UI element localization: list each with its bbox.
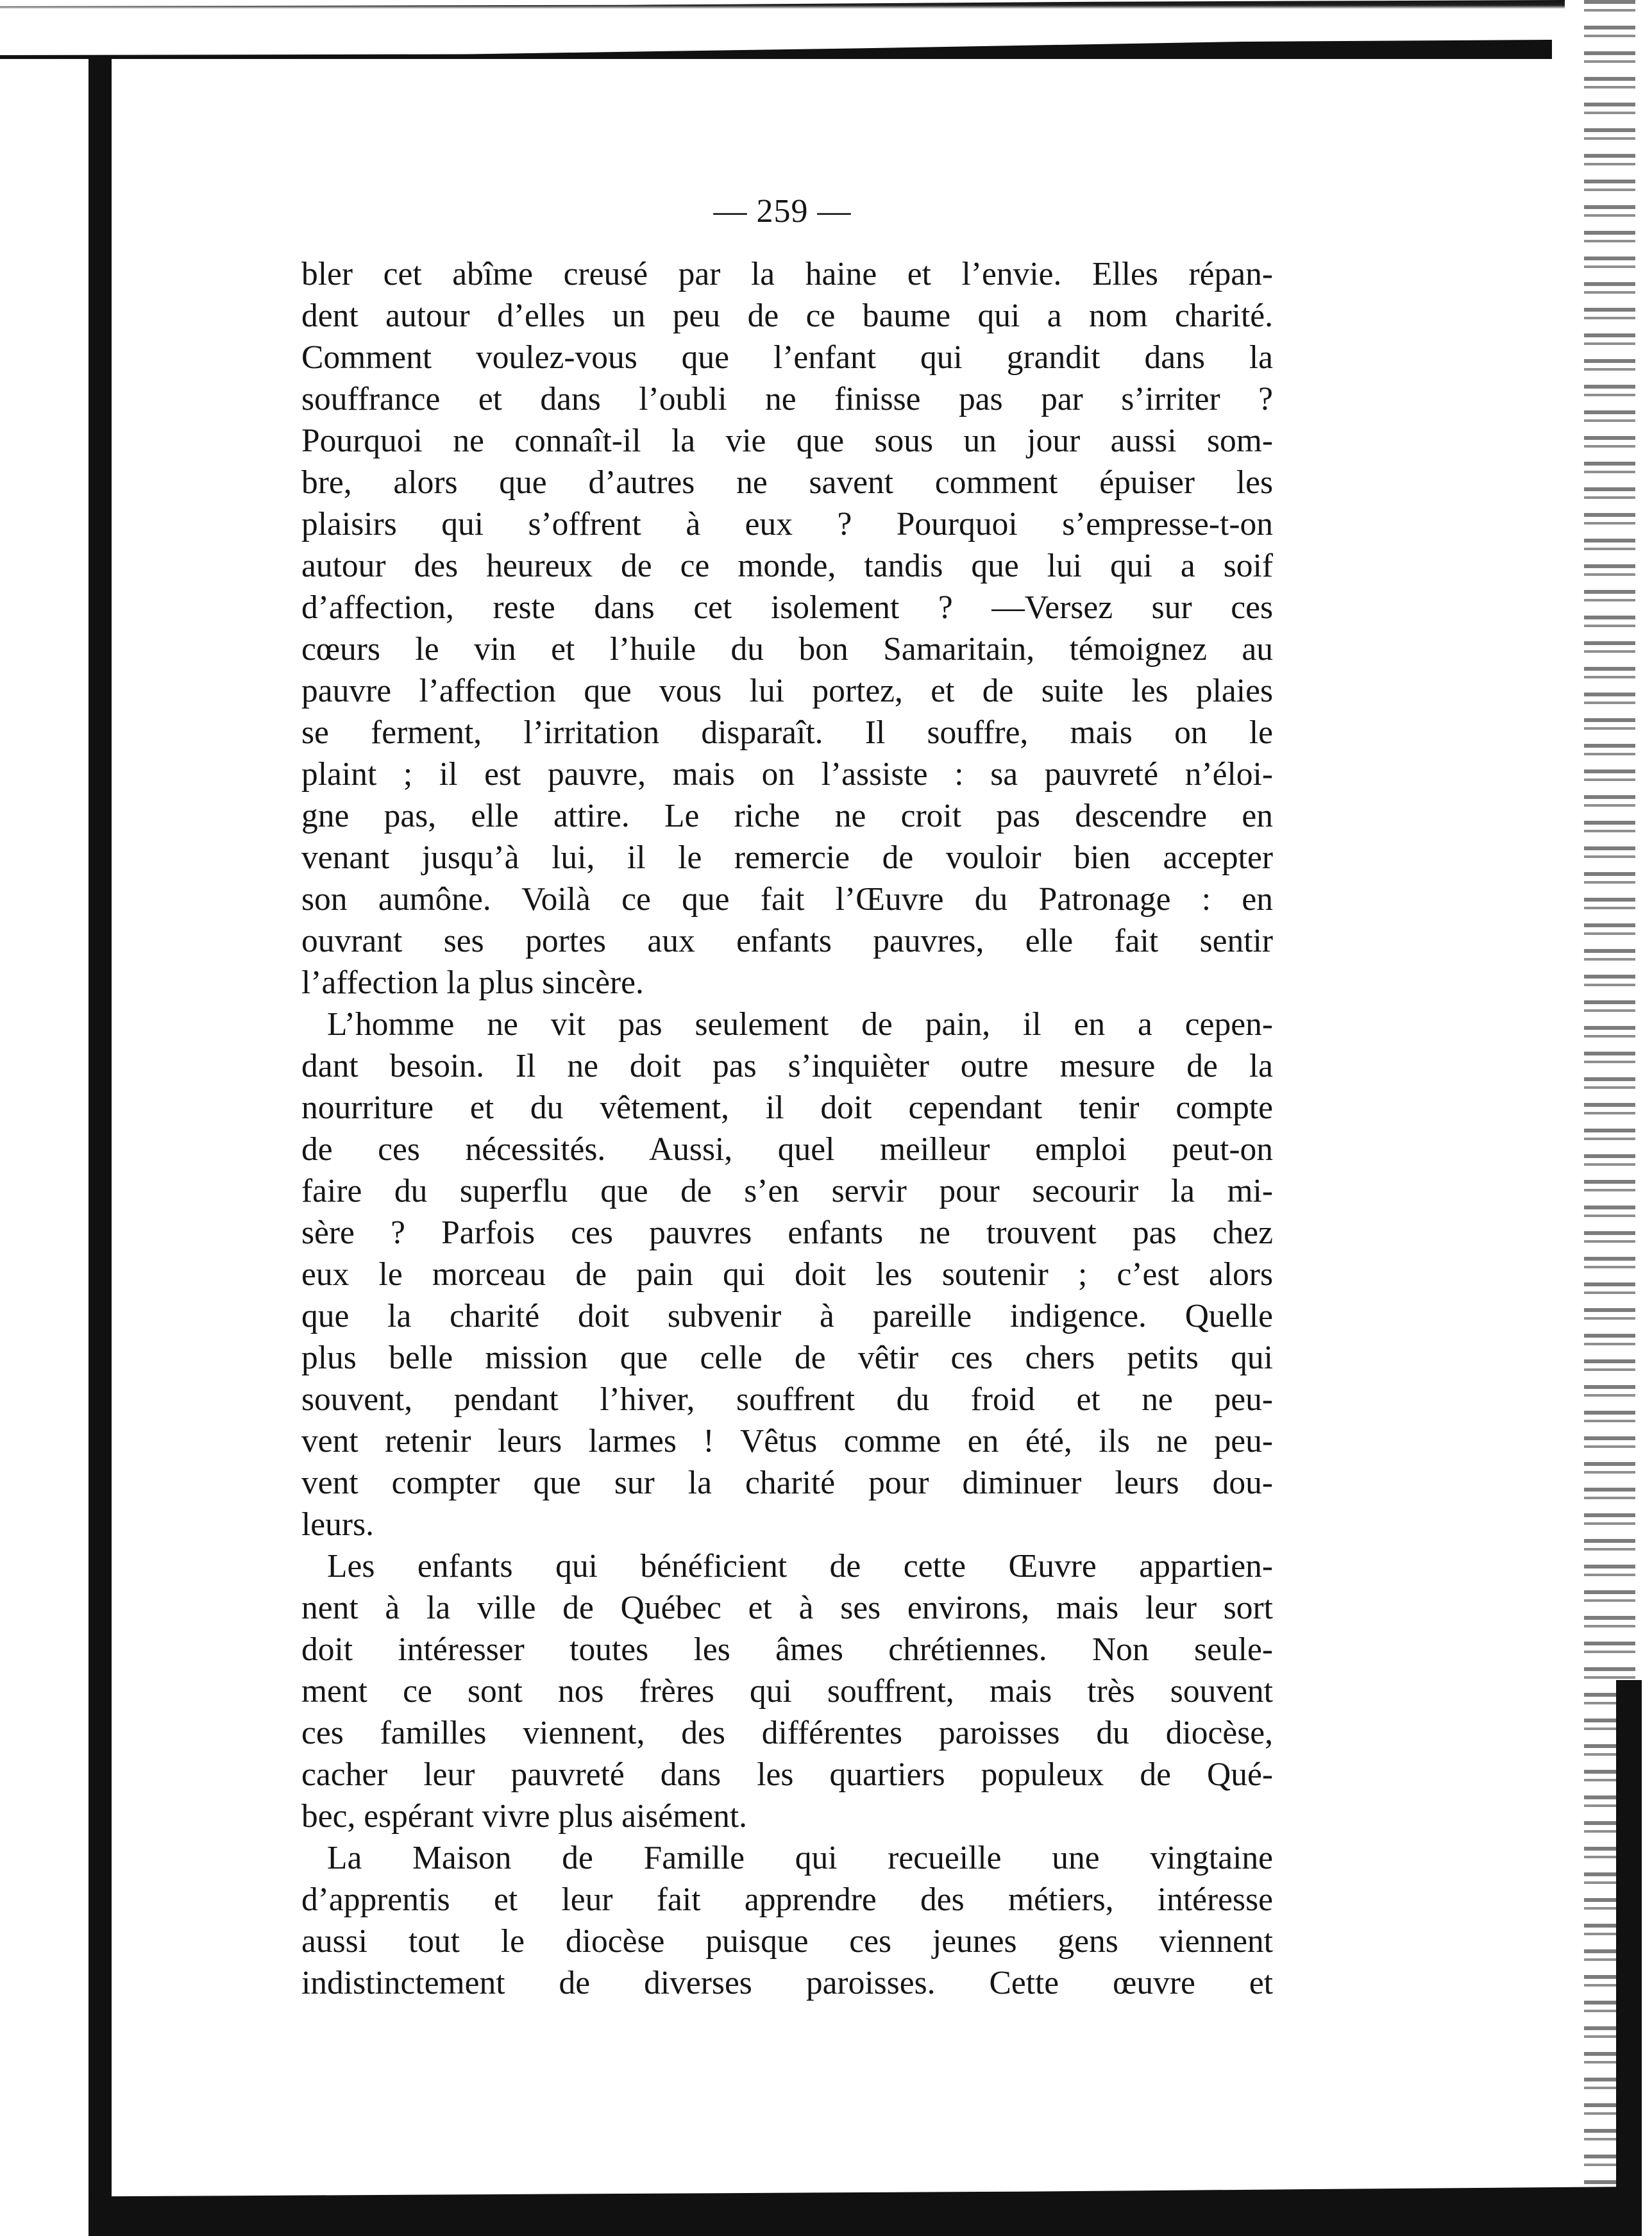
- text-line: plus belle mission que celle de vêtir ces chers petits qui: [301, 1340, 1273, 1376]
- text-line: dant besoin. Il ne doit pas s’inquièter outre mesure de la: [301, 1048, 1273, 1084]
- scan-border-right-solid: [1616, 1680, 1642, 2236]
- paragraph: [301, 253, 1273, 1004]
- text-line: cacher leur pauvreté dans les quartiers populeux de Qué-: [301, 1756, 1273, 1793]
- text-line: plaint ; il est pauvre, mais on l’assiste : sa pauvreté n’éloi-: [301, 756, 1273, 793]
- text-line: l’affection la plus sincère.: [301, 964, 644, 1001]
- text-line: aussi tout le diocèse puisque ces jeunes gens viennent: [301, 1923, 1273, 1960]
- text-line: leurs.: [301, 1506, 374, 1543]
- text-line: La Maison de Famille qui recueille une vingtaine: [327, 1840, 1273, 1876]
- text-line: Comment voulez-vous que l’enfant qui grandit dans la: [301, 339, 1273, 376]
- text-line: d’affection, reste dans cet isolement ? —Versez sur ces: [301, 589, 1273, 626]
- text-line: nent à la ville de Québec et à ses environs, mais leur sort: [301, 1590, 1273, 1626]
- text-line: indistinctement de diverses paroisses. Cette œuvre et: [301, 1965, 1273, 2001]
- text-line: vent retenir leurs larmes ! Vêtus comme en été, ils ne peu-: [301, 1423, 1273, 1459]
- page-number: — 259 —: [713, 193, 852, 230]
- text-line: ouvrant ses portes aux enfants pauvres, elle fait sentir: [301, 923, 1273, 959]
- text-line: vent compter que sur la charité pour diminuer leurs dou-: [301, 1465, 1273, 1501]
- text-line: bre, alors que d’autres ne savent comment épuiser les: [301, 464, 1273, 501]
- text-line: nourriture et du vêtement, il doit cependant tenir compte: [301, 1089, 1273, 1126]
- text-line: doit intéresser toutes les âmes chrétiennes. Non seule-: [301, 1631, 1273, 1668]
- paragraph: [301, 1545, 1273, 1837]
- text-line: L’homme ne vit pas seulement de pain, il en a cepen-: [327, 1006, 1273, 1043]
- scan-border-bottom: [88, 2187, 1640, 2236]
- text-line: d’apprentis et leur fait apprendre des métiers, intéresse: [301, 1881, 1273, 1918]
- text-line: venant jusqu’à lui, il le remercie de vouloir bien accepter: [301, 839, 1273, 876]
- text-line: Les enfants qui bénéficient de cette Œuvre appartien-: [327, 1548, 1273, 1585]
- text-line: bec, espérant vivre plus aisément.: [301, 1798, 747, 1835]
- text-line: sère ? Parfois ces pauvres enfants ne trouvent pas chez: [301, 1215, 1273, 1251]
- text-line: plaisirs qui s’offrent à eux ? Pourquoi s’empresse-t-on: [301, 506, 1273, 542]
- text-line: ces familles viennent, des différentes paroisses du diocèse,: [301, 1715, 1273, 1751]
- text-line: cœurs le vin et l’huile du bon Samaritain, témoignez au: [301, 631, 1273, 668]
- text-line: bler cet abîme creusé par la haine et l’envie. Elles répan-: [301, 256, 1273, 292]
- scan-border-top: [0, 0, 1565, 9]
- text-line: souffrance et dans l’oubli ne finisse pas par s’irriter ?: [301, 381, 1273, 417]
- text-line: dent autour d’elles un peu de ce baume qui a nom charité.: [301, 298, 1273, 334]
- text-line: se ferment, l’irritation disparaît. Il souffre, mais on le: [301, 714, 1273, 751]
- text-line: eux le morceau de pain qui doit les soutenir ; c’est alors: [301, 1256, 1273, 1293]
- text-line: son aumône. Voilà ce que fait l’Œuvre du Patronage : en: [301, 881, 1273, 918]
- text-line: souvent, pendant l’hiver, souffrent du froid et ne peu-: [301, 1381, 1273, 1418]
- text-line: Pourquoi ne connaît-il la vie que sous un jour aussi som-: [301, 423, 1273, 459]
- text-line: gne pas, elle attire. Le riche ne croit pas descendre en: [301, 798, 1273, 834]
- paragraph: [301, 1004, 1273, 1545]
- paragraph: [301, 1837, 1273, 2004]
- text-line: ment ce sont nos frères qui souffrent, mais très souvent: [301, 1673, 1273, 1710]
- scan-border-top-line: [0, 40, 1552, 59]
- scan-border-left: [88, 59, 112, 2236]
- text-line: autour des heureux de ce monde, tandis que lui qui a soif: [301, 548, 1273, 584]
- text-line: pauvre l’affection que vous lui portez, et de suite les plaies: [301, 673, 1273, 709]
- body-text: [301, 253, 1273, 2004]
- text-line: que la charité doit subvenir à pareille indigence. Quelle: [301, 1298, 1273, 1334]
- text-line: de ces nécessités. Aussi, quel meilleur emploi peut-on: [301, 1131, 1273, 1168]
- text-line: faire du superflu que de s’en servir pour secourir la mi-: [301, 1173, 1273, 1209]
